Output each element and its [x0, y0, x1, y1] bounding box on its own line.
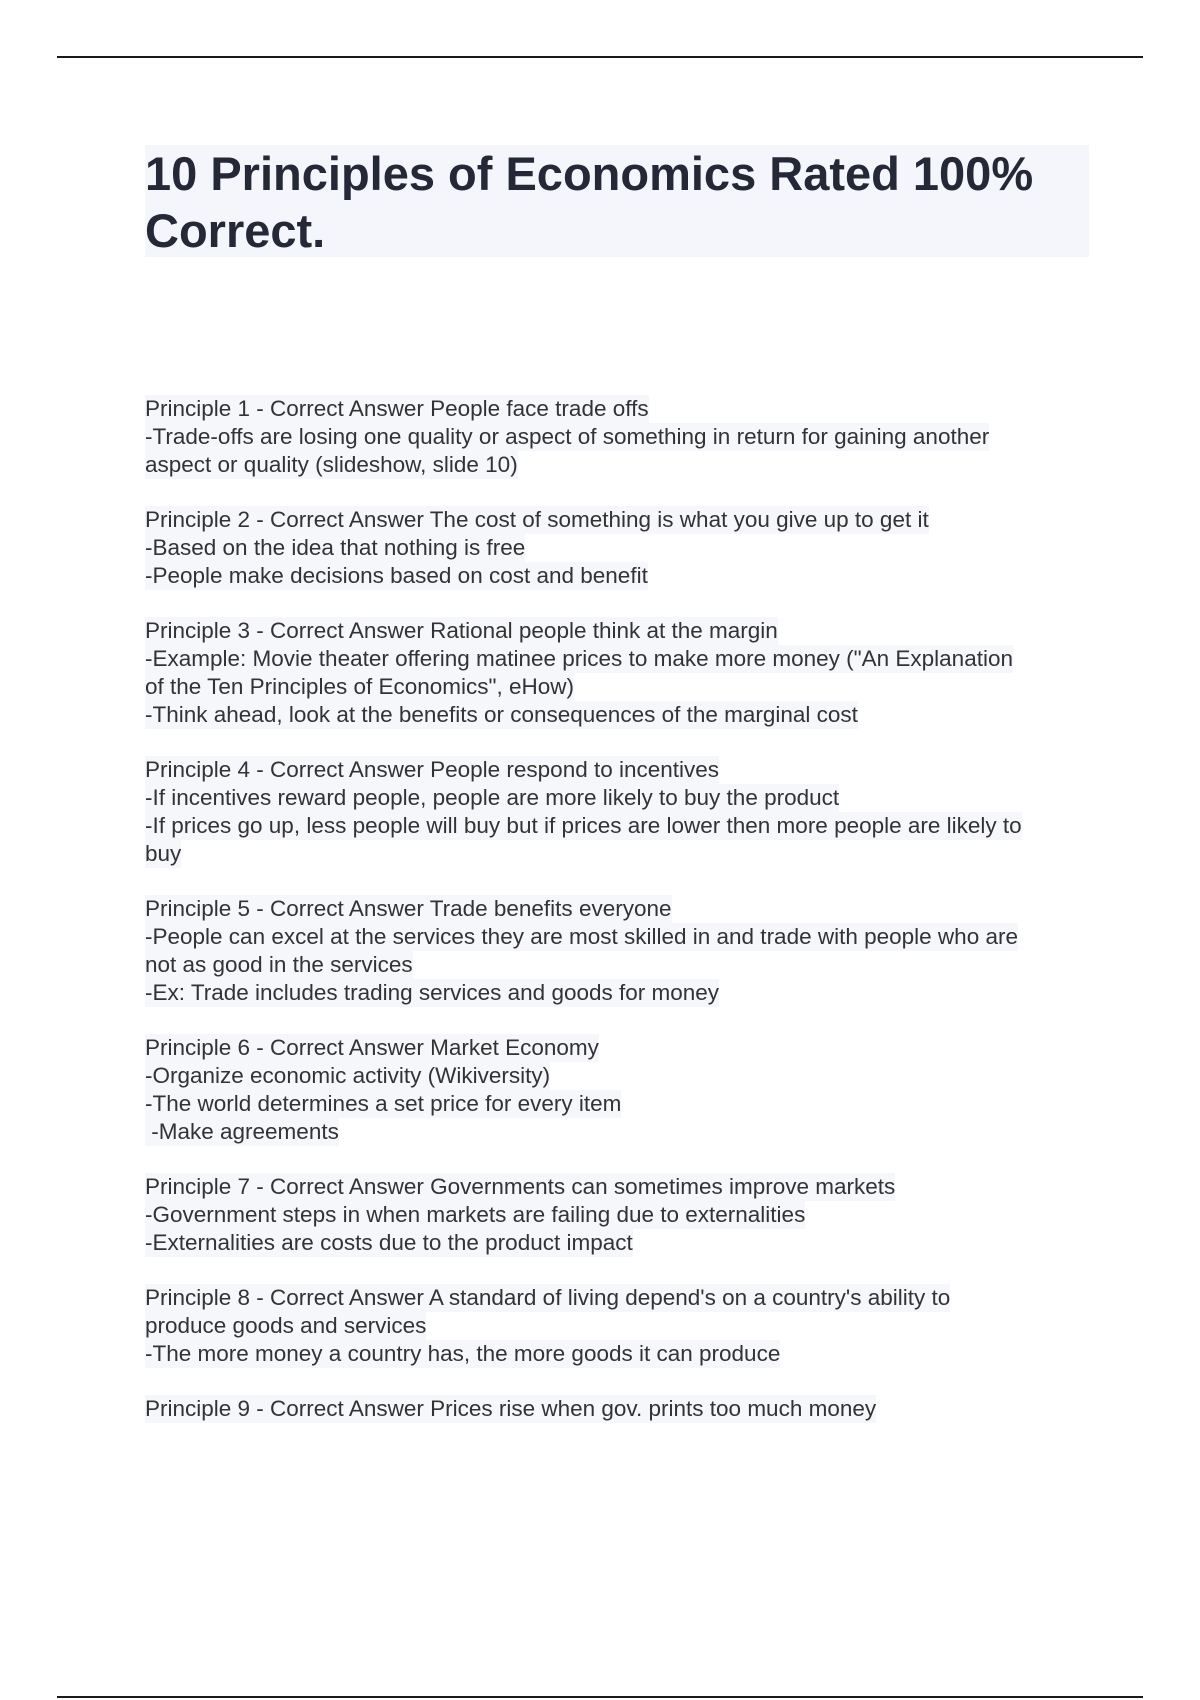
principle-detail: -The world determines a set price for every item	[145, 1091, 622, 1116]
principle-6	[145, 1034, 1090, 1146]
principle-heading: Principle 1 - Correct Answer People face trade offs	[145, 396, 649, 421]
principle-heading: Principle 4 - Correct Answer People respond to incentives	[145, 757, 720, 782]
principle-detail: of the Ten Principles of Economics", eHow)	[145, 674, 575, 699]
principle-heading: Principle 3 - Correct Answer Rational people think at the margin	[145, 618, 778, 643]
principle-detail: produce goods and services	[145, 1313, 427, 1338]
principle-detail: not as good in the services	[145, 952, 413, 977]
principle-detail: -If prices go up, less people will buy but if prices are lower then more people are likely to	[145, 813, 1022, 838]
principle-heading: Principle 5 - Correct Answer Trade benefits everyone	[145, 896, 672, 921]
principle-heading: Principle 7 - Correct Answer Governments can sometimes improve markets	[145, 1174, 896, 1199]
title-block	[145, 145, 1089, 257]
principle-detail: -People make decisions based on cost and benefit	[145, 563, 648, 588]
principle-detail: -Example: Movie theater offering matinee prices to make more money ("An Explanation	[145, 646, 1013, 671]
document-title: 10 Principles of Economics Rated 100% Correct.	[145, 147, 1034, 257]
principle-detail: buy	[145, 841, 182, 866]
principle-3	[145, 617, 1090, 729]
bottom-rule	[57, 1696, 1143, 1698]
principle-detail: -Organize economic activity (Wikiversity)	[145, 1063, 551, 1088]
principle-detail: -Ex: Trade includes trading services and goods for money	[145, 980, 720, 1005]
principle-detail: -People can excel at the services they are most skilled in and trade with people who are	[145, 924, 1018, 949]
principle-4	[145, 756, 1090, 868]
principle-heading: Principle 9 - Correct Answer Prices rise when gov. prints too much money	[145, 1396, 877, 1421]
principle-detail: -Think ahead, look at the benefits or consequences of the marginal cost	[145, 702, 858, 727]
principle-detail: -The more money a country has, the more goods it can produce	[145, 1341, 781, 1366]
principle-1	[145, 395, 1090, 479]
principle-detail: -Externalities are costs due to the product impact	[145, 1230, 633, 1255]
principles-list	[145, 395, 1090, 1450]
principle-detail: -Trade-offs are losing one quality or aspect of something in return for gaining another	[145, 424, 990, 449]
principle-heading: Principle 8 - Correct Answer A standard of living depend's on a country's ability to	[145, 1285, 951, 1310]
principle-9	[145, 1395, 1090, 1423]
principle-detail: -Based on the idea that nothing is free	[145, 535, 526, 560]
principle-detail: -If incentives reward people, people are more likely to buy the product	[145, 785, 840, 810]
top-rule	[57, 56, 1143, 58]
principle-2	[145, 506, 1090, 590]
principle-detail: -Make agreements	[145, 1119, 339, 1144]
principle-5	[145, 895, 1090, 1007]
principle-7	[145, 1173, 1090, 1257]
principle-detail: -Government steps in when markets are failing due to externalities	[145, 1202, 806, 1227]
principle-heading: Principle 2 - Correct Answer The cost of something is what you give up to get it	[145, 507, 929, 532]
principle-detail: aspect or quality (slideshow, slide 10)	[145, 452, 518, 477]
principle-heading: Principle 6 - Correct Answer Market Economy	[145, 1035, 599, 1060]
principle-8	[145, 1284, 1090, 1368]
